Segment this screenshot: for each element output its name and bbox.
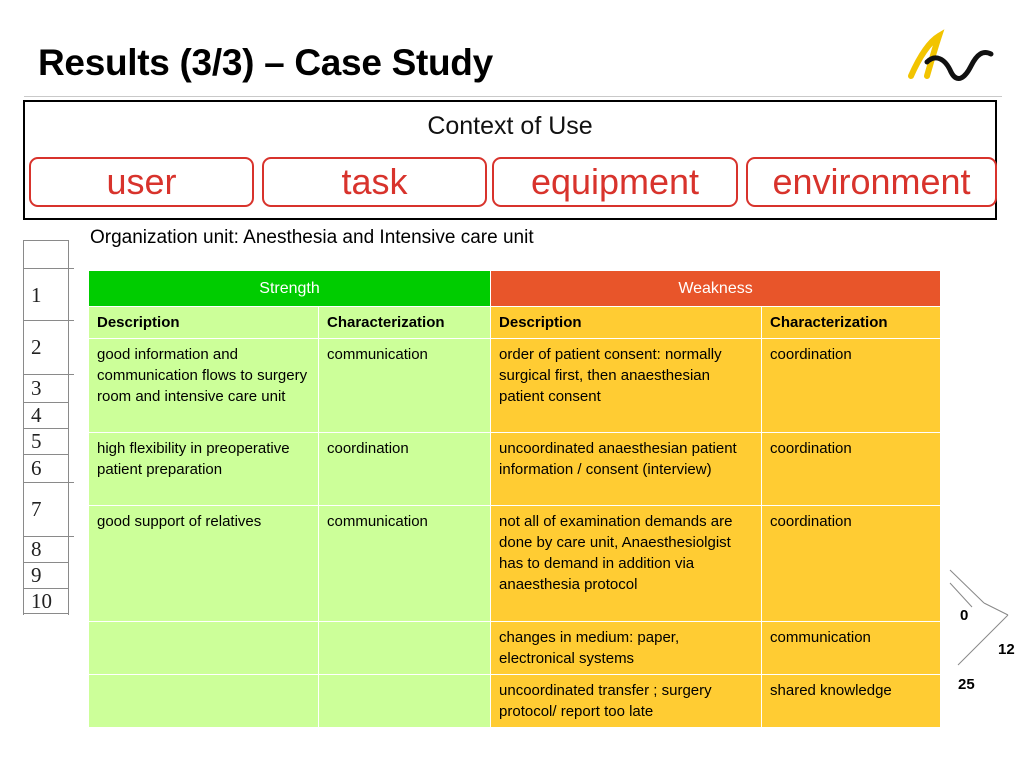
table-cell [89,675,319,728]
table-cell: coordination [319,433,491,506]
diagram-label: 12 [998,641,1015,658]
diagram-label: 0 [960,607,969,624]
ruler-row [23,402,69,428]
ruler-row [23,428,69,454]
table-cell [89,622,319,675]
ruler-label: 5 [31,429,42,453]
ruler-row [23,240,69,241]
table-cell: uncoordinated transfer ; surgery protocol/ report too late [491,675,762,728]
column-header: Characterization [319,307,491,339]
context-of-use-box [23,100,997,220]
ruler-row [23,454,69,482]
organization-unit-label: Organization unit: Anesthesia and Intensive care unit [90,227,534,248]
ruler-label: 10 [31,589,52,613]
strength-header: Strength [89,271,491,307]
table-cell: communication [319,339,491,433]
logo-icon [905,28,995,88]
ruler-row [23,588,69,613]
context-item-equipment: equipment [492,157,738,207]
table-cell: coordination [762,506,941,622]
diagram-label: 25 [958,676,975,693]
ruler-label: 7 [31,497,42,521]
table-row [89,433,941,506]
table-cell: order of patient consent: normally surgical first, then anaesthesian patient consent [491,339,762,433]
context-item-task: task [262,157,487,207]
table-row [89,622,941,675]
ruler-tick [64,268,74,269]
table-cell: shared knowledge [762,675,941,728]
ruler-label: 2 [31,335,42,359]
ruler-row [23,320,69,374]
weakness-header: Weakness [491,271,941,307]
table-cell [319,675,491,728]
context-heading: Context of Use [427,112,593,140]
ruler-tick [64,374,74,375]
ruler-label: 6 [31,456,42,480]
ruler-row [23,268,69,320]
ruler-tick [64,482,74,483]
ruler-row [23,536,69,562]
ruler-label: 9 [31,563,42,587]
ruler-tick [64,536,74,537]
ruler-label: 8 [31,537,42,561]
slide-title: Results (3/3) – Case Study [38,42,493,83]
table-cell: communication [319,506,491,622]
ruler-row [23,562,69,588]
table-cell: good information and communication flows to surgery room and intensive care unit [89,339,319,433]
ruler-label: 4 [31,403,42,427]
table-cell: coordination [762,433,941,506]
table-cell: high flexibility in preoperative patient preparation [89,433,319,506]
table-row [89,506,941,622]
column-header: Description [491,307,762,339]
table-sub-header-row [89,307,941,339]
context-item-user: user [29,157,254,207]
partial-diagram [948,565,1024,705]
context-item-environment: environment [746,157,997,207]
table-cell [319,622,491,675]
ruler-row [23,482,69,536]
ruler-label: 1 [31,283,42,307]
title-rule [24,96,1002,97]
table-cell: coordination [762,339,941,433]
table-row [89,339,941,433]
table-group-header-row [89,271,941,307]
table-cell: good support of relatives [89,506,319,622]
ruler-tick [64,320,74,321]
strength-weakness-table [88,270,941,728]
ruler-row [23,613,69,614]
table-cell: not all of examination demands are done by care unit, Anaesthesiolgist has to demand in addition via anaesthesia protocol [491,506,762,622]
ruler-row [23,374,69,402]
table-cell: changes in medium: paper, electronical systems [491,622,762,675]
ruler-label: 3 [31,376,42,400]
table-cell: communication [762,622,941,675]
column-header: Characterization [762,307,941,339]
table-cell: uncoordinated anaesthesian patient information / consent (interview) [491,433,762,506]
table-row [89,675,941,728]
column-header: Description [89,307,319,339]
